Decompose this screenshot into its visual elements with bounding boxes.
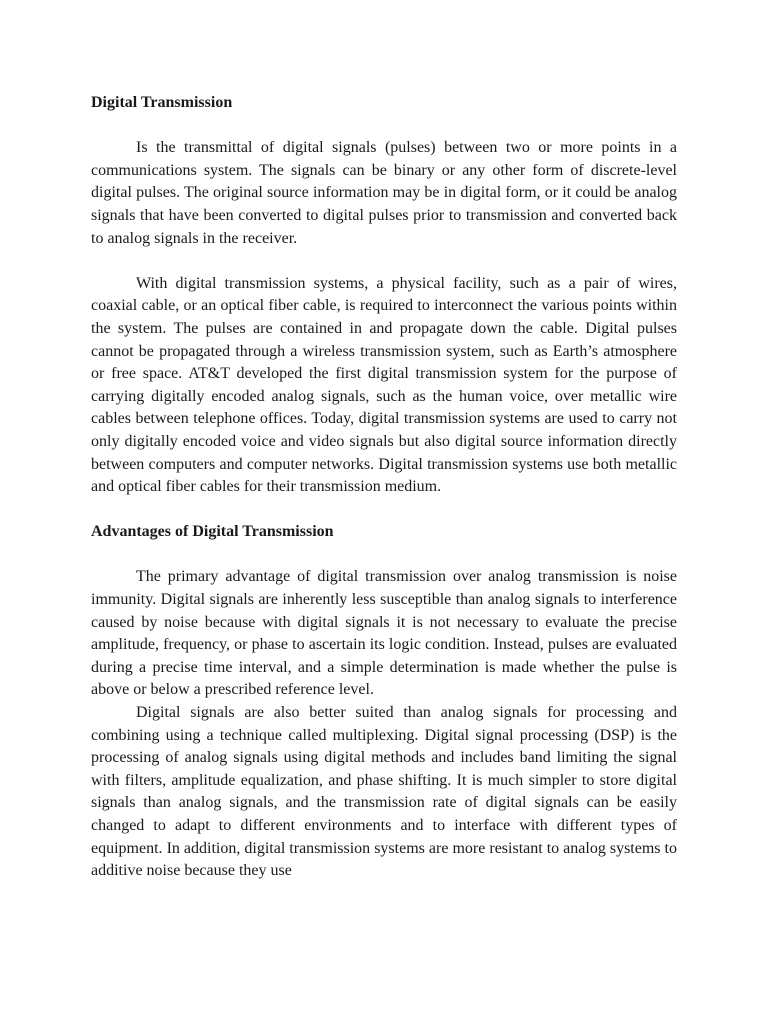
spacer xyxy=(91,250,677,273)
spacer xyxy=(91,499,677,522)
section-heading-advantages: Advantages of Digital Transmission xyxy=(91,523,334,541)
paragraph-noise-immunity: The primary advantage of digital transmission over analog transmission is noise immunity. Digital signals are inherently less susceptible than analog signals to interference caused by noise because with digital signals it is not necessary to evaluate the precise amplitude, frequency, or phase to ascertain its logic condition. Instead, pulses are evaluated during a precise time interval, and a simple determination is made whether the pulse is above or below a prescribed reference level. xyxy=(91,568,677,699)
document-page xyxy=(91,92,677,883)
paragraph-definition: Is the transmittal of digital signals (pulses) between two or more points in a communications system. The signals can be binary or any other form of discrete-level digital pulses. The original source information may be in digital form, or it could be analog signals that have been converted to digital pulses prior to transmission and converted back to analog signals in the receiver. xyxy=(91,139,677,247)
section-heading-digital-transmission: Digital Transmission xyxy=(91,94,233,111)
paragraph-systems: With digital transmission systems, a physical facility, such as a pair of wires, coaxial cable, or an optical fiber cable, is required to interconnect the various points within the system. The pulses are contained in and propagate down the cable. Digital pulses cannot be propagated through a wireless transmission system, such as Earth’s atmosphere or free space. AT&T developed the first digital transmission system for the purpose of carrying digitally encoded analog signals, such as the human voice, over metallic wire cables between telephone offices. Today, digital transmission systems are used to carry not only digitally encoded voice and video signals but also digital source information directly between computers and computer networks. Digital transmission systems use both metallic and optical fiber cables for their transmission medium. xyxy=(91,274,677,496)
paragraph-processing: Digital signals are also better suited than analog signals for processing and combining using a technique called multiplexing. Digital signal processing (DSP) is the processing of analog signals using digital methods and includes band limiting the signal with filters, amplitude equalization, and phase shifting. It is much simpler to store digital signals than analog signals, and the transmission rate of digital signals can be easily changed to adapt to different environments and to interface with different types of equipment. In addition, digital transmission systems are more resistant to analog systems to additive noise because they use xyxy=(91,704,677,880)
spacer xyxy=(91,115,677,138)
spacer xyxy=(91,544,677,567)
